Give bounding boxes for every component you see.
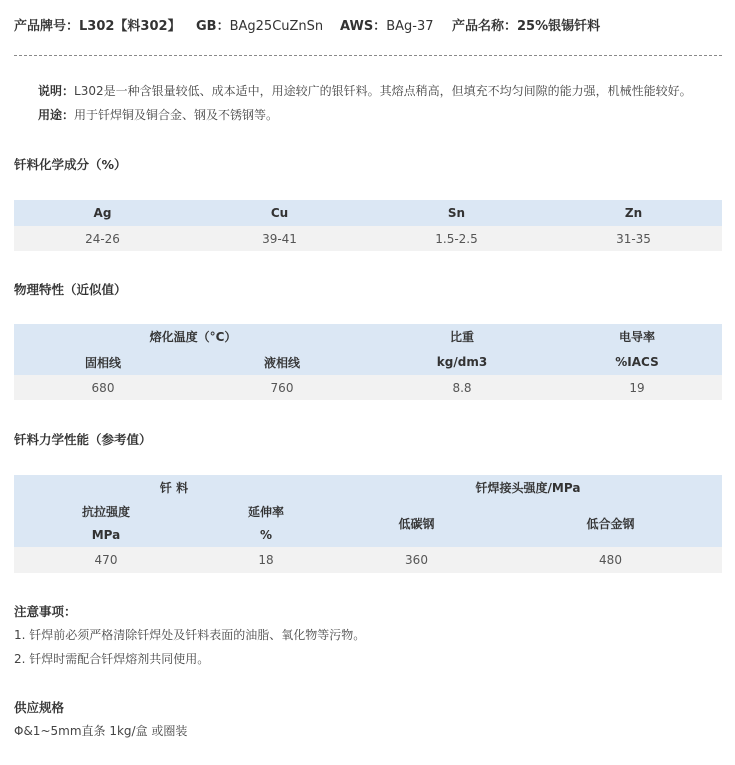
physical-title: 物理特性（近似值） [14, 282, 127, 297]
description-label: 说明： [38, 84, 75, 98]
density-header: 比重 [372, 324, 552, 349]
brand-value: L302【料302】 [79, 18, 181, 34]
table-row [14, 547, 722, 573]
joint-strength-header: 钎焊接头强度/MPa [334, 475, 722, 499]
table-row [14, 375, 722, 400]
elongation-header: 延伸率 [198, 499, 334, 523]
gb-field [196, 15, 340, 34]
notes-title: 注意事项： [14, 604, 77, 619]
composition-header-sn: Sn [368, 200, 545, 226]
composition-table [14, 200, 722, 251]
composition-value-sn: 1.5-2.5 [368, 226, 545, 251]
elongation-unit: % [198, 523, 334, 547]
usage-label: 用途： [38, 108, 75, 122]
low-alloy-steel-header: 低合金钢 [499, 499, 722, 547]
product-header [14, 14, 722, 34]
conductivity-value: 19 [552, 375, 722, 400]
brand-label: 产品牌号： [14, 18, 80, 34]
liquidus-value: 760 [192, 375, 372, 400]
composition-header-zn: Zn [545, 200, 722, 226]
tensile-header: 抗拉强度 [14, 499, 198, 523]
mechanical-table [14, 475, 722, 573]
product-name-field [452, 15, 600, 34]
tensile-value: 470 [14, 547, 198, 573]
gb-label: GB： [196, 18, 230, 34]
supply-title: 供应规格 [14, 700, 65, 715]
name-label: 产品名称： [452, 18, 518, 34]
low-carbon-steel-header: 低碳钢 [334, 499, 499, 547]
solidus-value: 680 [14, 375, 192, 400]
composition-header-cu: Cu [191, 200, 368, 226]
composition-value-ag: 24-26 [14, 226, 191, 251]
composition-value-cu: 39-41 [191, 226, 368, 251]
elongation-value: 18 [198, 547, 334, 573]
note-item: 1. 钎焊前必须严格清除钎焊处及钎料表面的油脂、氧化物等污物。 [14, 628, 366, 642]
density-value: 8.8 [372, 375, 552, 400]
aws-field [340, 15, 452, 34]
composition-value-zn: 31-35 [545, 226, 722, 251]
conductivity-header: 电导率 [552, 324, 722, 349]
supply-text: Φ&1~5mm直条 1kg/盒 或圈装 [14, 724, 188, 738]
liquidus-header: 液相线 [192, 349, 372, 375]
physical-table [14, 324, 722, 400]
description-line [38, 83, 728, 99]
solidus-header: 固相线 [14, 349, 192, 375]
brand-field [14, 15, 196, 34]
aws-label: AWS： [340, 18, 387, 34]
usage-line [38, 107, 728, 123]
composition-title: 钎料化学成分（%） [14, 157, 127, 172]
description-text: L302是一种含银量较低、成本适中，用途较广的银钎料。其熔点稍高，但填充不均匀间隙的能力强，机械性能较好。 [74, 84, 692, 98]
tensile-unit: MPa [14, 523, 198, 547]
name-value: 25%银锡钎料 [517, 18, 601, 34]
dashed-divider [14, 55, 722, 56]
table-row [14, 226, 722, 251]
mechanical-title: 钎料力学性能（参考值） [14, 432, 152, 447]
gb-value: BAg25CuZnSn [229, 18, 324, 34]
usage-text: 用于钎焊铜及铜合金、钢及不锈钢等。 [74, 108, 279, 122]
filler-group-header: 钎 料 [14, 475, 334, 499]
melting-temperature-header: 熔化温度（°C） [14, 324, 372, 349]
composition-header-ag: Ag [14, 200, 191, 226]
low-alloy-value: 480 [499, 547, 722, 573]
conductivity-unit: %IACS [552, 349, 722, 375]
aws-value: BAg-37 [386, 18, 434, 34]
density-unit: kg/dm3 [372, 349, 552, 375]
low-carbon-value: 360 [334, 547, 499, 573]
note-item: 2. 钎焊时需配合钎焊熔剂共同使用。 [14, 652, 210, 666]
